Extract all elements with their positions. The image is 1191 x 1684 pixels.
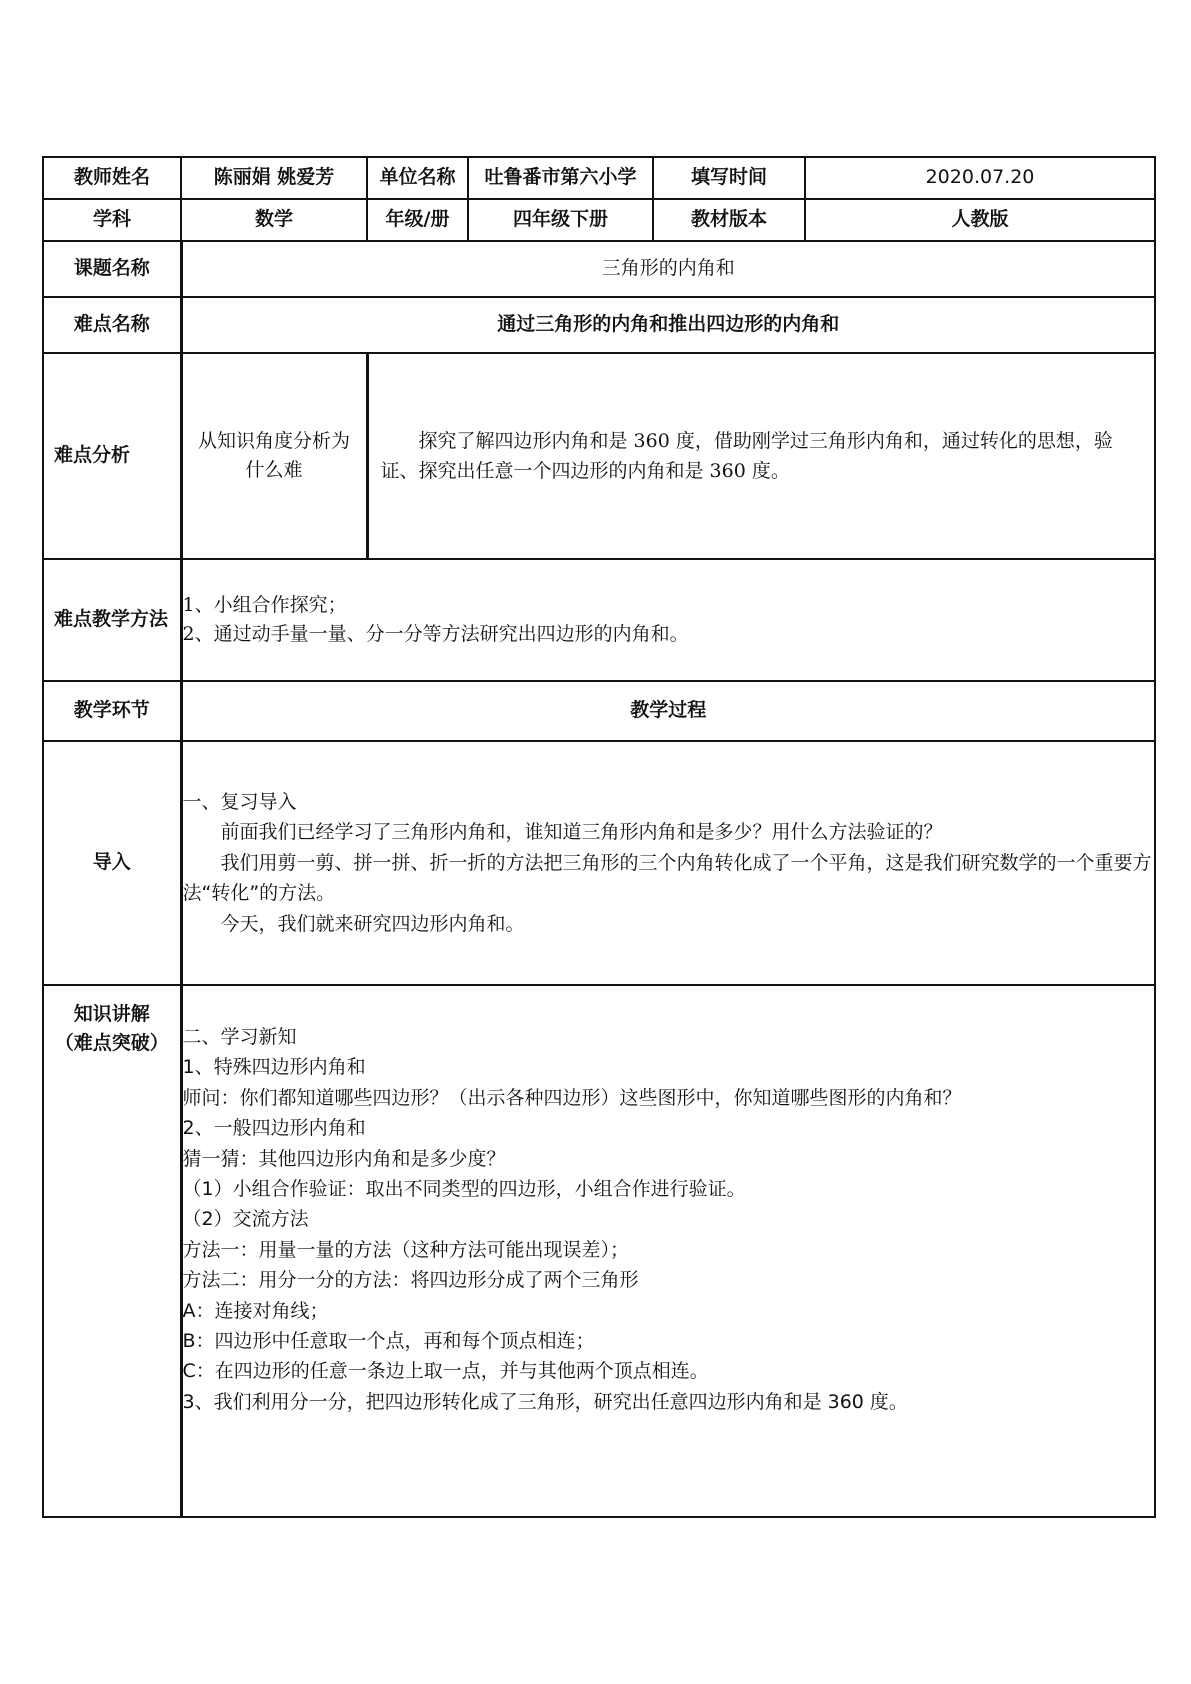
knowledge-line: 方法二：用分一分的方法：将四边形分成了两个三角形 — [182, 1269, 639, 1292]
teacher-value: 陈丽娟 姚爱芳 — [181, 157, 367, 199]
subject-value: 数学 — [181, 199, 367, 241]
knowledge-content — [181, 985, 1155, 1517]
difficulty-value: 通过三角形的内角和推出四边形的内角和 — [181, 297, 1155, 353]
knowledge-line: 猜一猜：其他四边形内角和是多少度？ — [182, 1147, 506, 1170]
difficulty-label: 难点名称 — [43, 297, 181, 353]
knowledge-line: （1）小组合作验证：取出不同类型的四边形，小组合作进行验证。 — [182, 1177, 746, 1200]
unit-label: 单位名称 — [367, 157, 468, 199]
knowledge-line: A：连接对角线； — [182, 1299, 329, 1322]
intro-heading: 一、复习导入 — [182, 791, 297, 814]
knowledge-line: 2、一般四边形内角和 — [182, 1117, 366, 1140]
analysis-label: 难点分析 — [43, 353, 181, 559]
method-line: 1、小组合作探究； — [182, 593, 347, 616]
analysis-sub-label: 从知识角度分析为什么难 — [181, 353, 367, 559]
unit-value: 吐鲁番市第六小学 — [468, 157, 653, 199]
subject-label: 学科 — [43, 199, 181, 241]
knowledge-line: 二、学习新知 — [182, 1026, 297, 1048]
knowledge-label-line1: 知识讲解 — [73, 1003, 150, 1025]
grade-label: 年级/册 — [367, 199, 468, 241]
analysis-text: 探究了解四边形内角和是 360 度，借助刚学过三角形内角和，通过转化的思想，验证、探究出任意一个四边形的内角和是 360 度。 — [380, 429, 1113, 482]
method-content — [181, 559, 1155, 681]
edition-label: 教材版本 — [653, 199, 805, 241]
analysis-row — [43, 353, 1155, 559]
knowledge-row — [43, 985, 1155, 1517]
knowledge-line: B：四边形中任意取一个点，再和每个顶点相连； — [182, 1329, 595, 1352]
method-row — [43, 559, 1155, 681]
knowledge-line: C：在四边形的任意一条边上取一点，并与其他两个顶点相连。 — [182, 1360, 709, 1383]
topic-row — [43, 241, 1155, 297]
process-header-row — [43, 681, 1155, 741]
knowledge-line: 方法一：用量一量的方法（这种方法可能出现误差）； — [182, 1238, 630, 1261]
header-row-2 — [43, 199, 1155, 241]
intro-row — [43, 741, 1155, 985]
method-line: 2、通过动手量一量、分一分等方法研究出四边形的内角和。 — [182, 623, 689, 645]
grade-value: 四年级下册 — [468, 199, 653, 241]
process-section-label: 教学环节 — [43, 681, 181, 741]
intro-paragraph: 今天，我们就来研究四边形内角和。 — [220, 912, 525, 935]
difficulty-row — [43, 297, 1155, 353]
topic-label: 课题名称 — [43, 241, 181, 297]
edition-value: 人教版 — [805, 199, 1155, 241]
process-title: 教学过程 — [181, 681, 1155, 741]
knowledge-line: 师问：你们都知道哪些四边形？（出示各种四边形）这些图形中，你知道哪些图形的内角和？ — [182, 1086, 962, 1109]
topic-value: 三角形的内角和 — [181, 241, 1155, 297]
lesson-plan-table — [42, 156, 1156, 1518]
knowledge-line: 3、我们利用分一分，把四边形转化成了三角形，研究出任意四边形内角和是 360 度。 — [182, 1390, 908, 1413]
intro-paragraph: 我们用剪一剪、拼一拼、折一折的方法把三角形的三个内角转化成了一个平角，这是我们研究数学的一个重要方法“转化”的方法。 — [182, 851, 1152, 905]
analysis-text-cell — [367, 353, 1155, 559]
knowledge-line: （2）交流方法 — [182, 1208, 309, 1231]
date-label: 填写时间 — [653, 157, 805, 199]
method-label: 难点教学方法 — [43, 559, 181, 681]
intro-paragraph: 前面我们已经学习了三角形内角和，谁知道三角形内角和是多少？用什么方法验证的？ — [220, 821, 943, 844]
header-row-1 — [43, 157, 1155, 199]
knowledge-label-line2: （难点突破） — [54, 1031, 169, 1054]
knowledge-label — [43, 985, 181, 1517]
date-value: 2020.07.20 — [805, 157, 1155, 199]
intro-label: 导入 — [43, 741, 181, 985]
teacher-label: 教师姓名 — [43, 157, 181, 199]
knowledge-line: 1、特殊四边形内角和 — [182, 1056, 366, 1079]
intro-content — [181, 741, 1155, 985]
